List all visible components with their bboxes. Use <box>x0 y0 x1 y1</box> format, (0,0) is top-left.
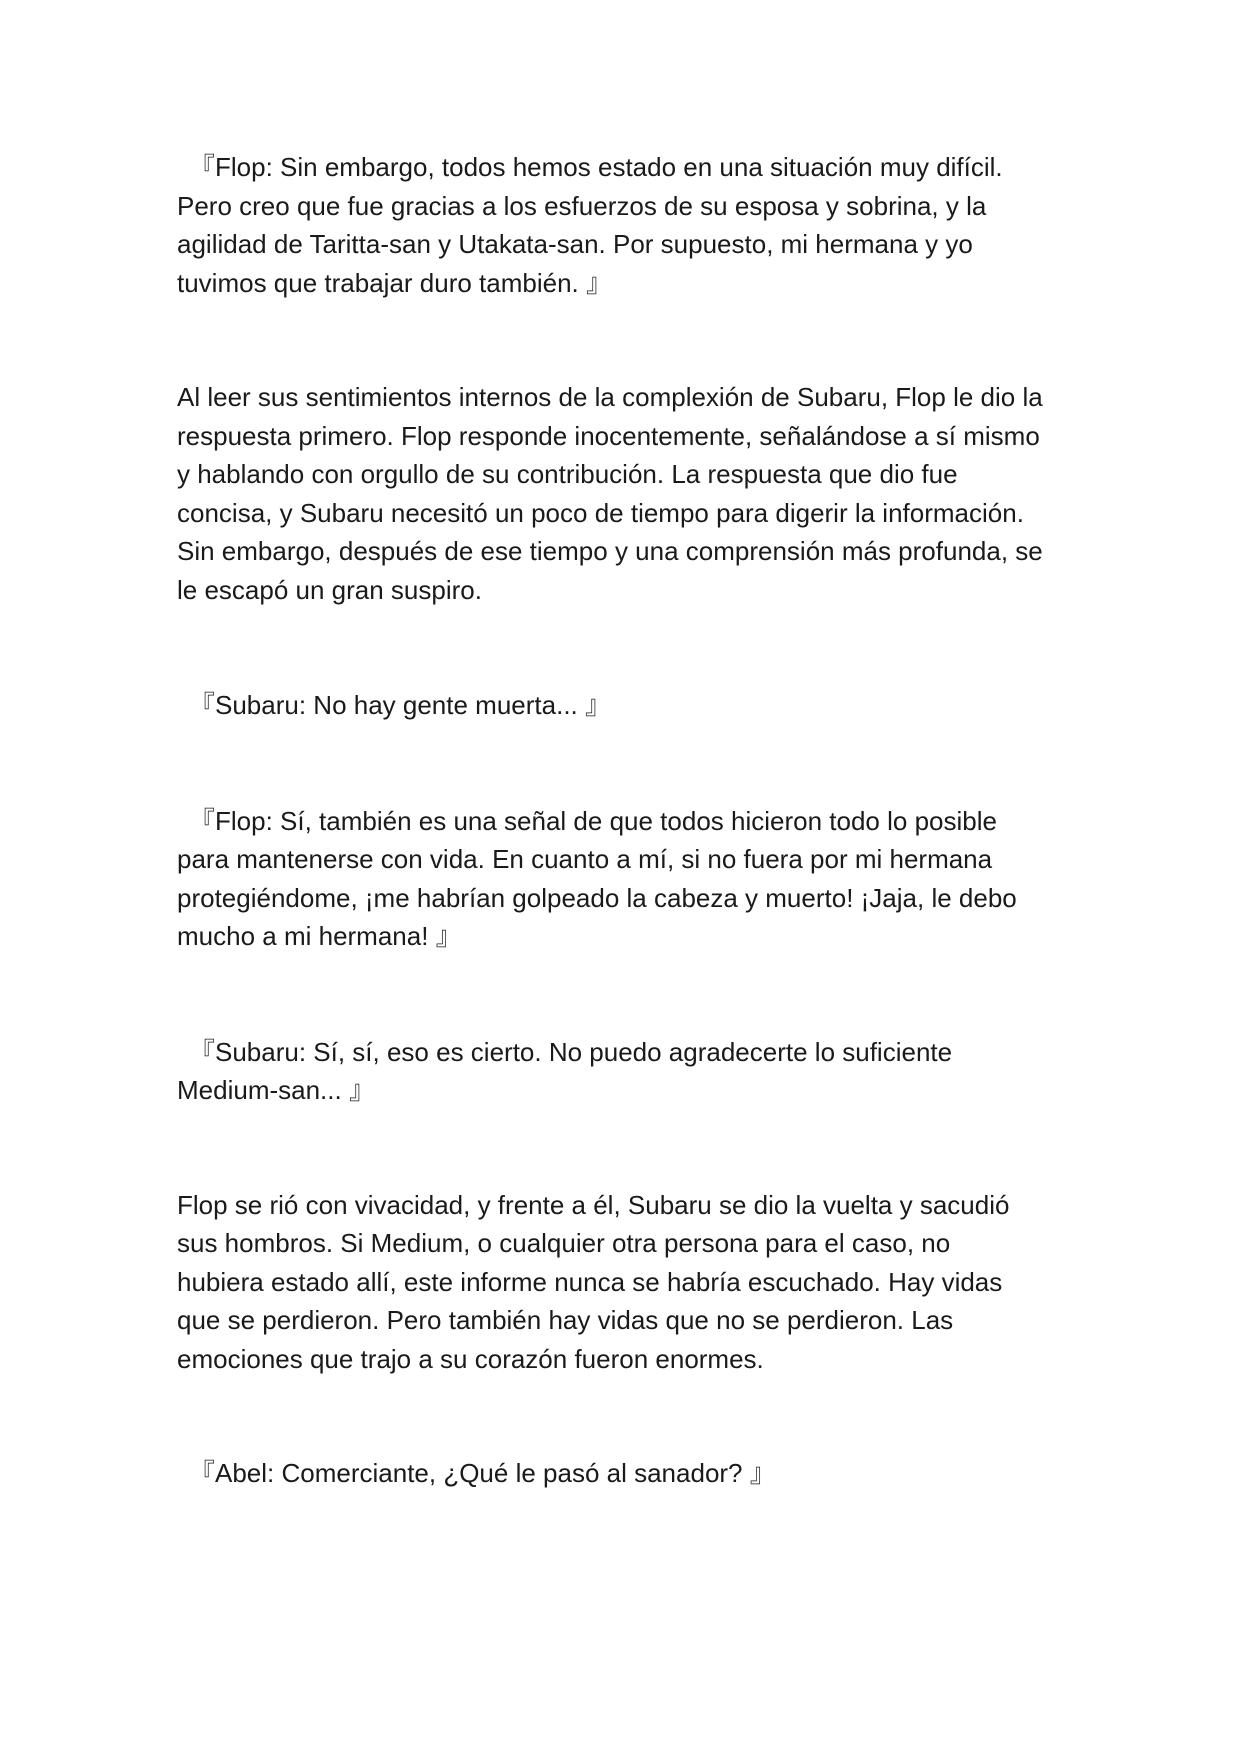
paragraph-narration-1 <box>177 378 1077 609</box>
text-line: hubiera estado allí, este informe nunca se habría escuchado. Hay vidas <box>177 1266 1003 1297</box>
text-line: protegiéndome, ¡me habrían golpeado la cabeza y muerto! ¡Jaja, le debo <box>177 882 1017 913</box>
text-line: 『Abel: Comerciante, ¿Qué le pasó al sanador? 』 <box>189 1458 776 1488</box>
text-line: emociones que trajo a su corazón fueron enormes. <box>177 1343 764 1374</box>
text-line: Medium-san... 』 <box>177 1075 375 1105</box>
text-line: y hablando con orgullo de su contribución. La respuesta que dio fue <box>177 459 958 489</box>
paragraph-abel-dialogue-1 <box>177 1454 1077 1493</box>
text-line: Flop se rió con vivacidad, y frente a él, Subaru se dio la vuelta y sacudió <box>177 1189 1010 1220</box>
paragraph-subaru-dialogue-1 <box>177 686 1077 725</box>
text-line: mucho a mi hermana! 』 <box>177 921 462 951</box>
paragraph-subaru-dialogue-2 <box>177 1033 1077 1110</box>
text-line: respuesta primero. Flop responde inocentemente, señalándose a sí mismo <box>177 420 1040 451</box>
text-line: que se perdieron. Pero también hay vidas que no se perdieron. Las <box>177 1305 954 1335</box>
text-line: Pero creo que fue gracias a los esfuerzos de su esposa y sobrina, y la <box>177 190 987 221</box>
text-line: 『Flop: Sin embargo, todos hemos estado en una situación muy difícil. <box>189 152 1003 182</box>
text-line: agilidad de Taritta-san y Utakata-san. Por supuesto, mi hermana y yo <box>177 229 973 259</box>
paragraph-narration-2 <box>177 1186 1077 1379</box>
text-line: Sin embargo, después de ese tiempo y una comprensión más profunda, se <box>177 536 1043 566</box>
paragraph-flop-dialogue-1 <box>177 148 1077 302</box>
text-line: sus hombros. Si Medium, o cualquier otra persona para el caso, no <box>177 1228 951 1258</box>
text-line: para mantenerse con vida. En cuanto a mí, si no fuera por mi hermana <box>177 844 993 874</box>
text-line: le escapó un gran suspiro. <box>177 574 482 605</box>
text-line: tuvimos que trabajar duro también. 』 <box>177 267 612 298</box>
document-body <box>177 148 1077 1493</box>
text-line: 『Flop: Sí, también es una señal de que todos hicieron todo lo posible <box>189 805 997 836</box>
paragraph-flop-dialogue-2 <box>177 802 1077 956</box>
text-line: 『Subaru: No hay gente muerta... 』 <box>189 690 611 720</box>
text-line: concisa, y Subaru necesitó un poco de tiempo para digerir la información. <box>177 497 1024 528</box>
text-line: Al leer sus sentimientos internos de la complexión de Subaru, Flop le dio la <box>177 382 1043 412</box>
text-line: 『Subaru: Sí, sí, eso es cierto. No puedo agradecerte lo suficiente <box>189 1036 953 1067</box>
